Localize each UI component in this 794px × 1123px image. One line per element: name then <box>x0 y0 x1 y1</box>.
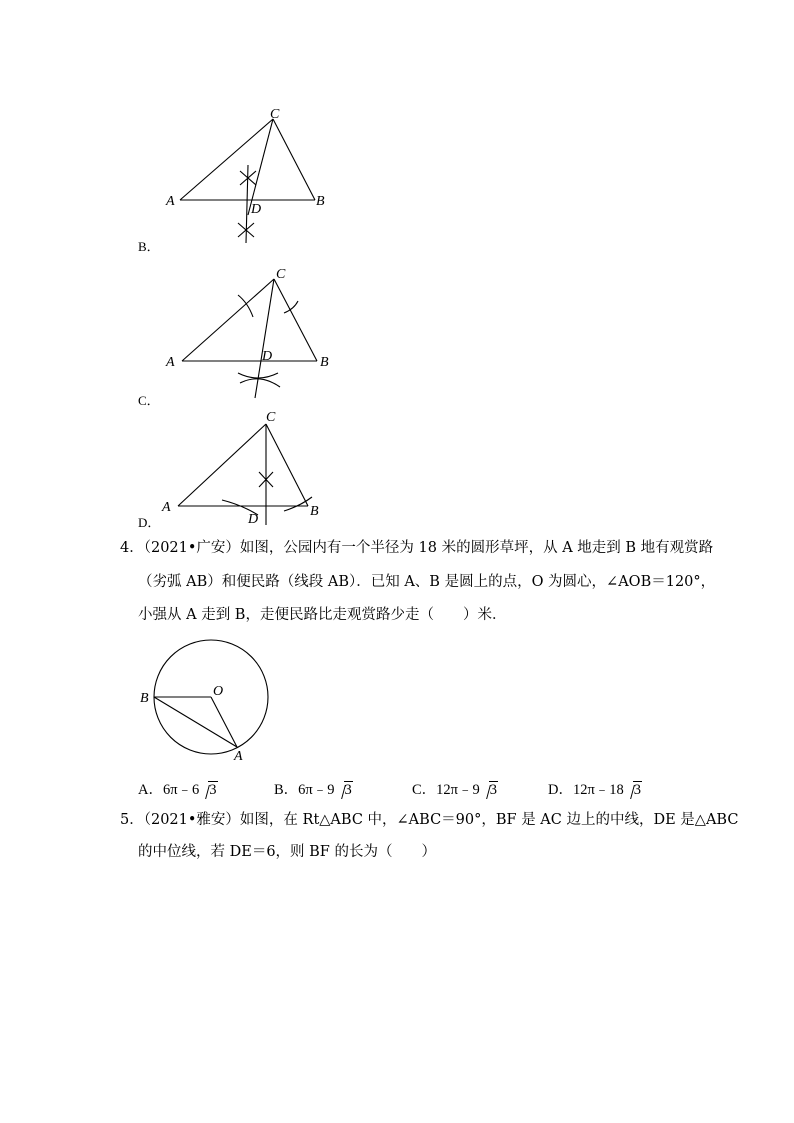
choice-d-text: D．12π﹣18 <box>548 782 624 798</box>
arc-intersect-2 <box>240 379 280 387</box>
figure-option-d <box>160 405 340 530</box>
segment-cd <box>248 119 273 215</box>
figure-option-b <box>160 105 340 245</box>
choice-c[interactable] <box>412 778 498 799</box>
side-bc <box>266 424 308 506</box>
circle-diagram <box>140 640 280 765</box>
label-a: A <box>162 500 171 515</box>
sqrt-symbol: 3 <box>335 782 353 799</box>
choice-a[interactable] <box>138 778 218 799</box>
triangle-diagram-d <box>160 405 340 530</box>
choice-d[interactable] <box>548 778 642 799</box>
sqrt-symbol: 3 <box>199 782 217 799</box>
label-o: O <box>213 684 224 699</box>
q4-text-line-1: 4．（2021•广安）如图，公园内有一个半径为 18 米的圆形草坪，从 A 地走到 B 地有观赏路 <box>120 540 714 556</box>
label-b: B <box>310 504 319 519</box>
circle-figure-q4 <box>140 640 280 765</box>
choice-b-text: B．6π﹣9 <box>274 782 335 798</box>
label-b: B <box>140 691 149 706</box>
option-label-b: B． <box>138 239 160 254</box>
q5-text-line-2: 的中位线，若 DE＝6，则 BF 的长为（ ） <box>138 844 436 860</box>
q4-text-line-2: （劣弧 AB）和便民路（线段 AB）．已知 A、B 是圆上的点，O 为圆心，∠AOB＝120°， <box>138 574 716 590</box>
triangle-diagram-b <box>160 105 340 245</box>
label-b: B <box>316 194 325 209</box>
choice-c-text: C．12π﹣9 <box>412 782 480 798</box>
choice-a-text: A．6π﹣6 <box>138 782 200 798</box>
label-b: B <box>320 355 329 370</box>
side-bc <box>274 279 317 361</box>
figure-option-c <box>160 265 340 405</box>
label-c: C <box>276 267 286 282</box>
choice-b[interactable] <box>274 778 353 799</box>
sqrt-symbol: 3 <box>624 782 642 799</box>
label-d: D <box>248 512 259 527</box>
side-ac <box>180 119 273 200</box>
label-a: A <box>234 749 243 764</box>
q4-text-line-3: 小强从 A 走到 B，走便民路比走观赏路少走（ ）米． <box>138 607 507 623</box>
arc-on-ca <box>238 295 253 317</box>
q5-text-line-1: 5．（2021•雅安）如图，在 Rt△ABC 中，∠ABC＝90°，BF 是 AC 边上的中线，DE 是△ABC <box>120 812 739 828</box>
label-c: C <box>270 107 280 122</box>
triangle-diagram-c <box>160 265 340 405</box>
option-label-d: D． <box>138 515 161 530</box>
side-bc <box>273 119 315 200</box>
label-d: D <box>262 349 273 364</box>
arc-right <box>284 497 312 511</box>
side-ac <box>178 424 266 506</box>
label-c: C <box>266 410 276 425</box>
side-ac <box>182 279 274 361</box>
label-a: A <box>166 355 175 370</box>
option-label-c: C． <box>138 393 160 408</box>
label-a: A <box>166 194 175 209</box>
sqrt-symbol: 3 <box>480 782 498 799</box>
label-d: D <box>251 202 262 217</box>
